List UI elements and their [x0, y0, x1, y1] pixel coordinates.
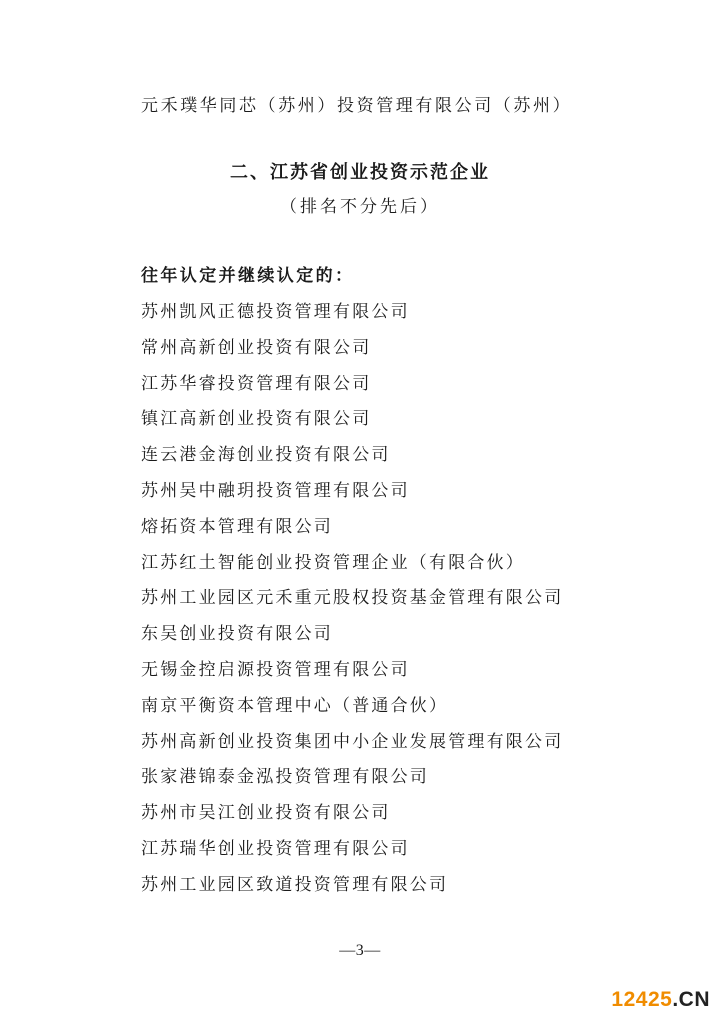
company-item: 苏州高新创业投资集团中小企业发展管理有限公司 [141, 731, 564, 752]
watermark-tld: .CN [672, 988, 710, 1011]
company-item: 江苏红土智能创业投资管理企业（有限合伙） [141, 552, 525, 573]
company-item: 镇江高新创业投资有限公司 [141, 409, 372, 430]
company-item: 东吴创业投资有限公司 [141, 624, 333, 645]
section-subtitle: （排名不分先后） [280, 197, 440, 217]
section-title: 二、江苏省创业投资示范企业 [230, 162, 490, 183]
company-item: 南京平衡资本管理中心（普通合伙） [141, 695, 449, 716]
watermark-numbers: 12425 [611, 988, 673, 1011]
company-item: 苏州凯风正德投资管理有限公司 [141, 302, 410, 322]
company-list [141, 301, 563, 910]
company-item: 苏州工业园区元禾重元股权投资基金管理有限公司 [141, 588, 564, 609]
company-item: 江苏华睿投资管理有限公司 [141, 373, 372, 394]
company-item: 连云港金海创业投资有限公司 [141, 445, 391, 466]
company-item: 江苏瑞华创业投资管理有限公司 [141, 838, 410, 859]
company-item: 常州高新创业投资有限公司 [141, 337, 372, 358]
company-item: 熔拓资本管理有限公司 [141, 516, 333, 537]
company-item: 苏州吴中融玥投资管理有限公司 [141, 480, 410, 501]
site-watermark-logo [611, 988, 710, 1012]
carryover-company-line: 元禾璞华同芯（苏州）投资管理有限公司（苏州） [141, 96, 573, 116]
page-number: —3— [339, 942, 381, 959]
company-item: 张家港锦泰金泓投资管理有限公司 [141, 767, 429, 788]
company-item: 无锡金控启源投资管理有限公司 [141, 659, 410, 680]
company-item: 苏州工业园区致道投资管理有限公司 [141, 874, 449, 895]
group-heading: 往年认定并继续认定的： [141, 266, 355, 286]
company-item: 苏州市吴江创业投资有限公司 [141, 803, 391, 824]
